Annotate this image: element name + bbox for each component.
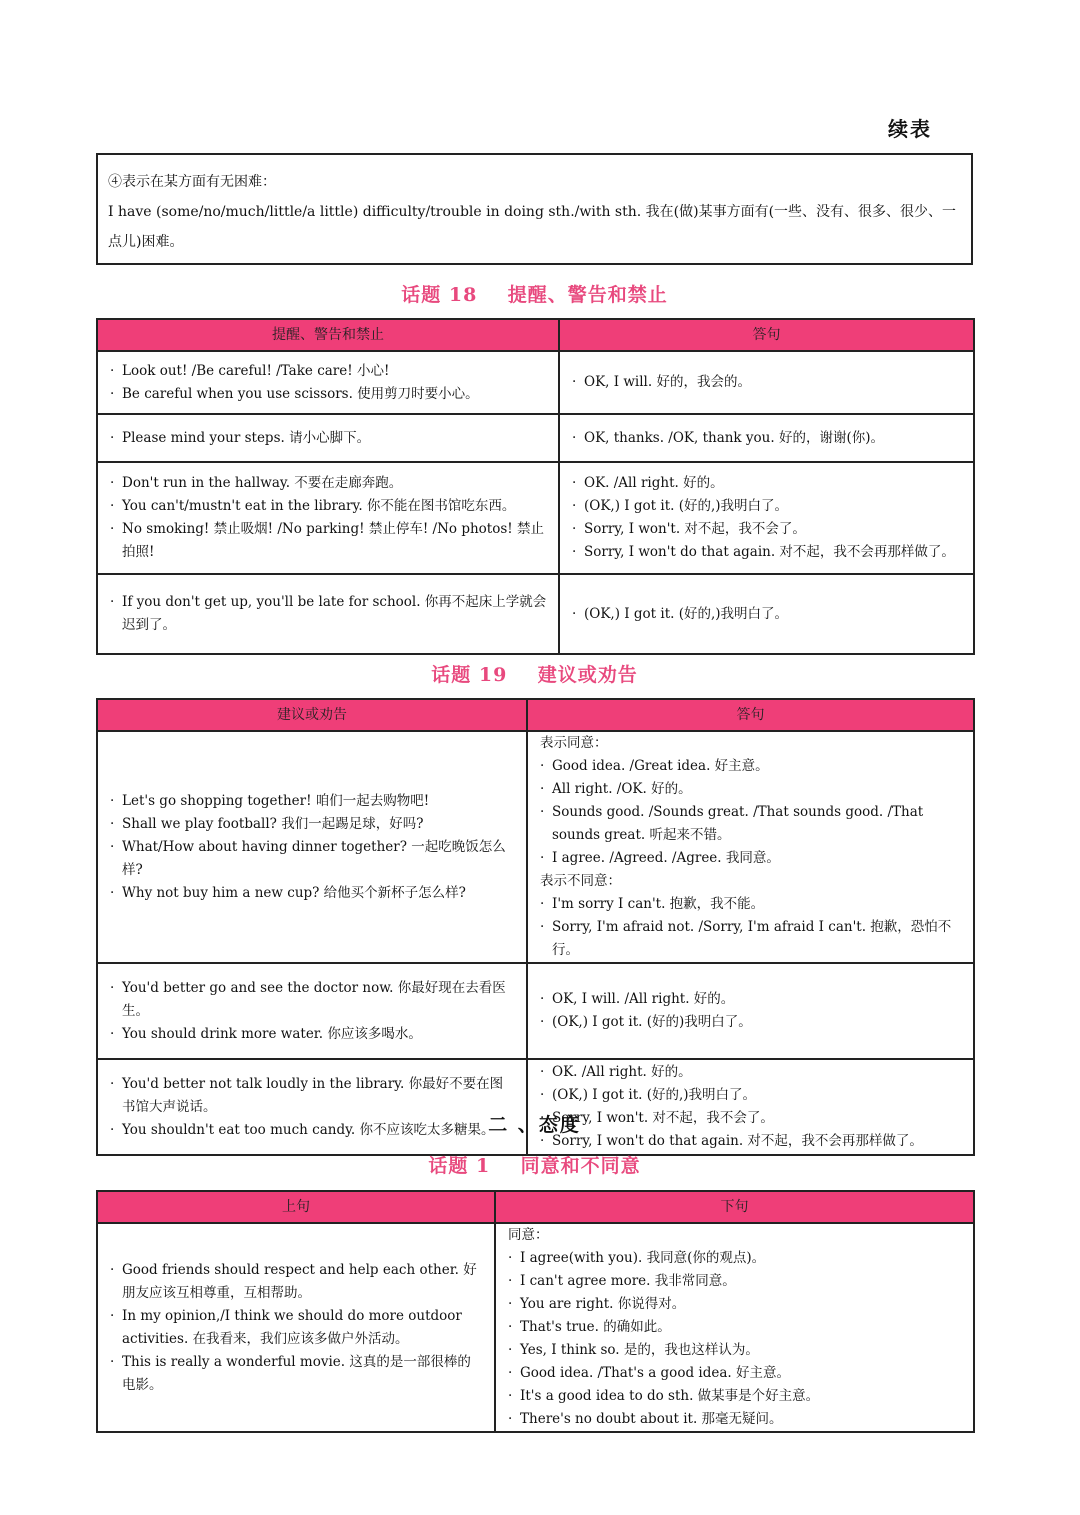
table-row — [97, 963, 974, 1059]
list-item: · It's a good idea to do sth. 做某事是个好主意。 — [508, 1385, 963, 1408]
table-cell — [97, 1059, 527, 1155]
column-header: 答句 — [559, 319, 974, 351]
table-row — [97, 351, 974, 414]
list-item: · I'm sorry I can't. 抱歉，我不能。 — [540, 893, 963, 916]
list-item: · In my opinion,/I think we should do more outdoor activities. 在我看来，我们应该多做户外活动。 — [110, 1305, 484, 1351]
list-item: · (OK,) I got it. (好的,)我明白了。 — [540, 1084, 963, 1107]
list-item: · Good idea. /That's a good idea. 好主意。 — [508, 1362, 963, 1385]
topic18-table — [96, 318, 975, 655]
list-item: · That's true. 的确如此。 — [508, 1316, 963, 1339]
list-item: · Good friends should respect and help each other. 好朋友应该互相尊重，互相帮助。 — [110, 1259, 484, 1305]
table-row — [97, 1223, 974, 1432]
list-item: · Sounds good. /Sounds great. /That sounds good. /That sounds great. 听起来不错。 — [540, 801, 963, 847]
list-item: · You can't/mustn't eat in the library. 你不能在图书馆吃东西。 — [110, 495, 548, 518]
list-item: · (OK,) I got it. (好的,)我明白了。 — [572, 495, 963, 518]
list-item: · Yes, I think so. 是的，我也这样认为。 — [508, 1339, 963, 1362]
list-item: · I agree. /Agreed. /Agree. 我同意。 — [540, 847, 963, 870]
list-item: · No smoking! 禁止吸烟! /No parking! 禁止停车! /No photos! 禁止拍照! — [110, 518, 548, 564]
agree-label: 同意： — [508, 1227, 549, 1243]
table-cell — [527, 963, 974, 1059]
column-header: 下句 — [495, 1191, 974, 1223]
list-item: · OK, I will. /All right. 好的。 — [540, 988, 963, 1011]
table-header-row — [97, 699, 974, 731]
list-item: · OK, thanks. /OK, thank you. 好的，谢谢(你)。 — [572, 427, 963, 450]
list-item: · OK. /All right. 好的。 — [572, 472, 963, 495]
list-item: · You'd better not talk loudly in the library. 你最好不要在图书馆大声说话。 — [110, 1073, 516, 1119]
list-item: · Sorry, I won't do that again. 对不起，我不会再那样做了。 — [540, 1130, 963, 1153]
table-cell — [97, 414, 559, 462]
list-item: · I can't agree more. 我非常同意。 — [508, 1270, 963, 1293]
list-item: · Sorry, I won't. 对不起，我不会了。 — [572, 518, 963, 541]
list-item: · (OK,) I got it. (好的)我明白了。 — [540, 1011, 963, 1034]
list-item: · You should drink more water. 你应该多喝水。 — [110, 1023, 516, 1046]
list-item: · Good idea. /Great idea. 好主意。 — [540, 755, 963, 778]
list-item: · Sorry, I won't. 对不起，我不会了。 — [540, 1107, 963, 1130]
list-item: · Why not buy him a new cup? 给他买个新杯子怎么样? — [110, 882, 516, 905]
table-row — [97, 1059, 974, 1155]
table-cell — [559, 574, 974, 654]
table-cell — [527, 1059, 974, 1155]
list-item: · You are right. 你说得对。 — [508, 1293, 963, 1316]
column-header: 建议或劝告 — [97, 699, 527, 731]
table-cell — [97, 351, 559, 414]
table-cell — [559, 462, 974, 574]
list-item: · Please mind your steps. 请小心脚下。 — [110, 427, 548, 450]
list-item: · OK, I will. 好的，我会的。 — [572, 371, 963, 394]
list-item: · Shall we play football? 我们一起踢足球，好吗? — [110, 813, 516, 836]
list-item: · There's no doubt about it. 那毫无疑问。 — [508, 1408, 963, 1431]
column-header: 提醒、警告和禁止 — [97, 319, 559, 351]
list-item: · If you don't get up, you'll be late for school. 你再不起床上学就会迟到了。 — [110, 591, 548, 637]
list-item: · Be careful when you use scissors. 使用剪刀时要小心。 — [110, 383, 548, 406]
list-item: · I agree(with you). 我同意(你的观点)。 — [508, 1247, 963, 1270]
list-item: · Sorry, I won't do that again. 对不起，我不会再那样做了。 — [572, 541, 963, 564]
list-item: · What/How about having dinner together? 一起吃晚饭怎么样? — [110, 836, 516, 882]
table-row — [97, 462, 974, 574]
disagree-label: 表示不同意： — [540, 873, 621, 889]
list-item: · Look out! /Be careful! /Take care! 小心! — [110, 360, 548, 383]
intro-sentence: I have (some/no/much/little/a little) difficulty/trouble in doing sth./with sth. 我在(做)某事方面有(一些、没有、很多、很少、一点儿)困难。 — [108, 204, 957, 250]
section-title: 二 、态度 — [488, 1114, 581, 1136]
table-cell — [97, 574, 559, 654]
column-header: 答句 — [527, 699, 974, 731]
table-row — [97, 574, 974, 654]
table-cell — [495, 1223, 974, 1432]
list-item: · OK. /All right. 好的。 — [540, 1061, 963, 1084]
table-header-row — [97, 319, 974, 351]
list-item: · Don't run in the hallway. 不要在走廊奔跑。 — [110, 472, 548, 495]
list-item: · This is really a wonderful movie. 这真的是一部很棒的电影。 — [110, 1351, 484, 1397]
list-item: · Let's go shopping together! 咱们一起去购物吧! — [110, 790, 516, 813]
list-item: · You shouldn't eat too much candy. 你不应该吃太多糖果。 — [110, 1119, 516, 1142]
column-header: 上句 — [97, 1191, 495, 1223]
table-cell — [97, 731, 527, 963]
table-cell — [559, 351, 974, 414]
topic1-title: 话题 1 同意和不同意 — [428, 1155, 641, 1177]
agree-label: 表示同意： — [540, 735, 608, 751]
list-item: · (OK,) I got it. (好的,)我明白了。 — [572, 603, 963, 626]
table-row — [97, 731, 974, 963]
table-header-row — [97, 1191, 974, 1223]
table-cell — [97, 462, 559, 574]
continued-label: 续表 — [888, 117, 932, 141]
list-item: · You'd better go and see the doctor now. 你最好现在去看医生。 — [110, 977, 516, 1023]
intro-box — [96, 153, 973, 265]
topic18-title: 话题 18 提醒、警告和禁止 — [401, 284, 668, 306]
table-cell — [97, 963, 527, 1059]
table-cell — [97, 1223, 495, 1432]
table-cell — [559, 414, 974, 462]
list-item: · Sorry, I'm afraid not. /Sorry, I'm afraid I can't. 抱歉，恐怕不行。 — [540, 916, 963, 962]
topic1-table — [96, 1190, 975, 1433]
table-row — [97, 414, 974, 462]
intro-heading: ④表示在某方面有无困难： — [108, 174, 276, 190]
topic19-table — [96, 698, 975, 1156]
table-cell — [527, 731, 974, 963]
list-item: · All right. /OK. 好的。 — [540, 778, 963, 801]
topic19-title: 话题 19 建议或劝告 — [431, 664, 638, 686]
